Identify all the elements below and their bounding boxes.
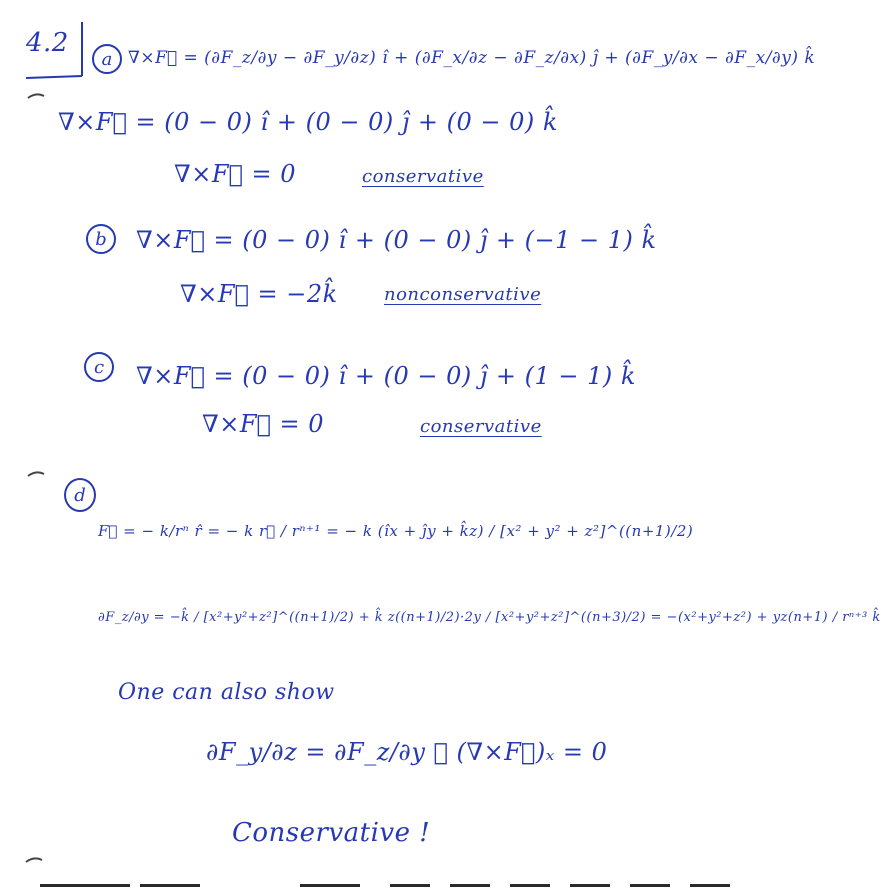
part-d-conclusion: Conservative ! (232, 818, 431, 848)
part-b-label: b (86, 224, 116, 254)
part-a-curl-definition: ∇×F⃗ = (∂F_z/∂y − ∂F_y/∂z) î + (∂F_x/∂z − ∂F_z/∂x) ĵ + (∂F_y/∂x − ∂F_x/∂y) k̂ (128, 48, 816, 68)
problem-number: 4.2 (26, 28, 69, 58)
scan-edge-mark (140, 884, 200, 887)
scan-edge-mark (40, 884, 130, 887)
part-b-verdict: nonconservative (384, 284, 542, 305)
part-c-verdict: conservative (420, 416, 542, 437)
scan-edge-mark (570, 884, 610, 887)
part-b-curl-components: ∇×F⃗ = (0 − 0) î + (0 − 0) ĵ + (−1 − 1) k̂ (136, 226, 657, 254)
part-b-curl-result: ∇×F⃗ = −2k̂ (180, 280, 338, 308)
part-a-verdict: conservative (362, 166, 484, 187)
part-d-partial-derivative: ∂F_z/∂y = −k̂ / [x²+y²+z²]^((n+1)/2) + k̂ z((n+1)/2)·2y / [x²+y²+z²]^((n+3)/2) = −(x²+y²+z²) + yz(n+1) / rⁿ⁺³ k̂ (98, 610, 881, 625)
part-a-curl-result: ∇×F⃗ = 0 (174, 160, 297, 188)
part-d-field-definition: F⃗ = − k/rⁿ r̂ = − k r⃗ / rⁿ⁺¹ = − k (îx + ĵy + k̂z) / [x² + y² + z²]^((n+1)/2) (98, 522, 694, 540)
problem-number-bracket (20, 18, 100, 98)
scan-edge-mark (630, 884, 670, 887)
part-c-label: c (84, 352, 114, 382)
scan-edge-mark (300, 884, 360, 887)
part-d-also-show: One can also show (118, 680, 335, 705)
scan-edge-mark (690, 884, 730, 887)
part-c-curl-result: ∇×F⃗ = 0 (202, 410, 325, 438)
part-a-label: a (92, 44, 122, 74)
scan-edge-mark (390, 884, 430, 887)
scan-edge-mark (510, 884, 550, 887)
left-margin-marks (0, 0, 50, 895)
part-d-label: d (64, 478, 96, 512)
part-d-symmetry-result: ∂F_y/∂z = ∂F_z/∂y ∴ (∇×F⃗)ₓ = 0 (206, 738, 608, 766)
part-c-curl-components: ∇×F⃗ = (0 − 0) î + (0 − 0) ĵ + (1 − 1) k̂ (136, 362, 636, 390)
scan-edge-mark (450, 884, 490, 887)
part-a-curl-components: ∇×F⃗ = (0 − 0) î + (0 − 0) ĵ + (0 − 0) k̂ (58, 108, 558, 136)
